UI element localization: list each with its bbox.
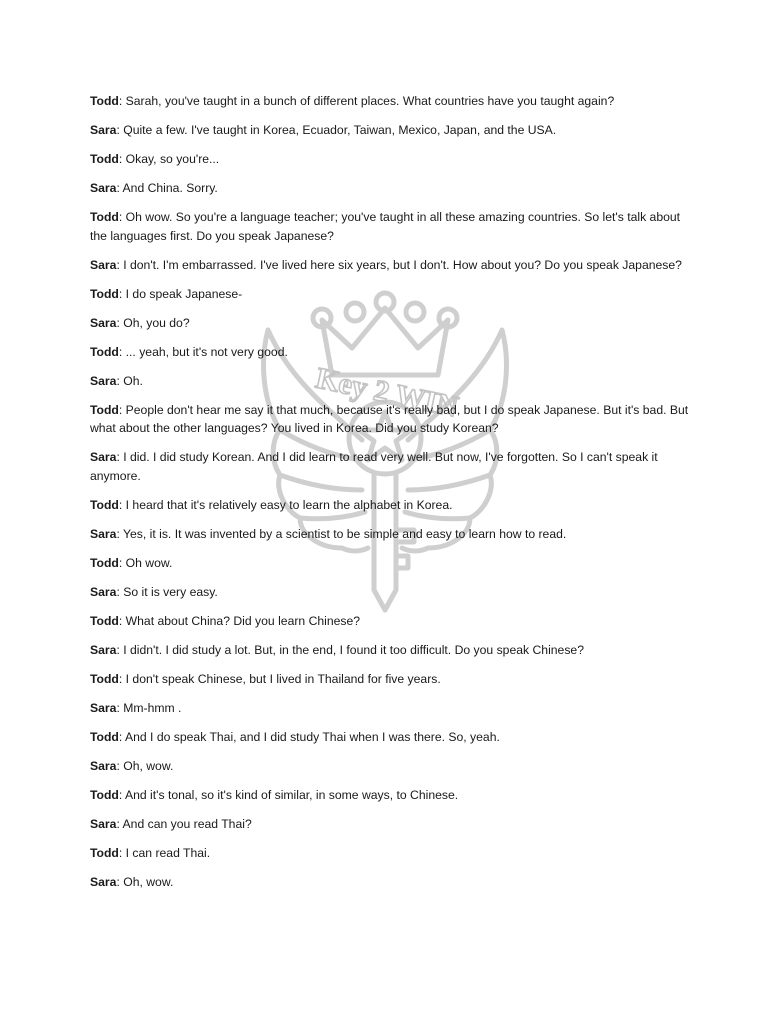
watermark-text: Key 2 WIN xyxy=(312,361,462,424)
dialogue-line xyxy=(90,343,690,362)
dialogue-text: : I can read Thai. xyxy=(118,845,211,860)
dialogue-line xyxy=(90,372,690,391)
dialogue-line xyxy=(90,92,690,111)
dialogue-line xyxy=(90,583,690,602)
dialogue-line xyxy=(90,554,690,573)
dialogue-line xyxy=(90,401,690,438)
speaker-name: Sara xyxy=(90,450,117,464)
dialogue-line xyxy=(90,670,690,689)
dialogue-line xyxy=(90,641,690,660)
dialogue-text: : Quite a few. I've taught in Korea, Ecuador, Taiwan, Mexico, Japan, and the USA. xyxy=(116,123,557,137)
speaker-name: Todd xyxy=(90,671,119,686)
dialogue-line xyxy=(90,525,690,544)
speaker-name: Todd xyxy=(90,152,119,166)
dialogue-line xyxy=(90,208,690,245)
dialogue-text: : I did. I did study Korean. And I did learn to read very well. But now, I've forgotten. So I can't speak it anymore. xyxy=(90,450,658,483)
dialogue-text: : Yes, it is. It was invented by a scientist to be simple and easy to learn how to read. xyxy=(116,526,567,541)
dialogue-text: : So it is very easy. xyxy=(116,584,218,599)
dialogue-line xyxy=(90,179,690,198)
transcript xyxy=(90,92,690,902)
dialogue-text: : I heard that it's relatively easy to learn the alphabet in Korea. xyxy=(118,497,453,512)
dialogue-text: : What about China? Did you learn Chinese? xyxy=(118,613,361,628)
dialogue-text: : And can you read Thai? xyxy=(116,816,252,831)
dialogue-line xyxy=(90,728,690,747)
dialogue-text: : And it's tonal, so it's kind of similar, in some ways, to Chinese. xyxy=(118,787,459,802)
dialogue-text: : I do speak Japanese- xyxy=(118,286,243,301)
speaker-name: Todd xyxy=(90,613,119,628)
speaker-name: Todd xyxy=(90,210,119,224)
dialogue-text: : I don't speak Chinese, but I lived in Thailand for five years. xyxy=(118,671,441,686)
dialogue-line xyxy=(90,699,690,718)
dialogue-text: : Oh, you do? xyxy=(116,315,190,330)
speaker-name: Todd xyxy=(90,344,119,359)
dialogue-text: : Oh. xyxy=(116,373,143,388)
dialogue-line xyxy=(90,873,690,892)
dialogue-line xyxy=(90,612,690,631)
dialogue-text: : And China. Sorry. xyxy=(116,181,218,195)
speaker-name: Sara xyxy=(90,642,117,657)
dialogue-text: : Oh wow. xyxy=(118,555,173,570)
dialogue-line xyxy=(90,256,690,275)
speaker-name: Todd xyxy=(90,497,119,512)
dialogue-line xyxy=(90,844,690,863)
speaker-name: Sara xyxy=(90,700,117,715)
dialogue-line xyxy=(90,448,690,485)
dialogue-text: : People don't hear me say it that much, because it's really bad, but I do speak Japanese. But it's bad. But what about the other languages? You lived in Korea. Did you study Korean? xyxy=(90,402,689,435)
speaker-name: Sara xyxy=(90,758,117,773)
dialogue-text: : And I do speak Thai, and I did study Thai when I was there. So, yeah. xyxy=(118,729,500,744)
dialogue-line xyxy=(90,786,690,805)
speaker-name: Todd xyxy=(90,94,119,108)
dialogue-text: : I didn't. I did study a lot. But, in the end, I found it too difficult. Do you speak Chinese? xyxy=(116,642,584,657)
speaker-name: Sara xyxy=(90,123,117,137)
speaker-name: Sara xyxy=(90,373,117,388)
speaker-name: Sara xyxy=(90,315,117,330)
speaker-name: Todd xyxy=(90,787,119,802)
dialogue-line xyxy=(90,314,690,333)
dialogue-text: : Mm-hmm . xyxy=(116,700,182,715)
dialogue-line xyxy=(90,757,690,776)
dialogue-line xyxy=(90,150,690,169)
speaker-name: Sara xyxy=(90,874,117,889)
dialogue-text: : Oh wow. So you're a language teacher; you've taught in all these amazing countries. So let's talk about the languages first. Do you speak Japanese? xyxy=(90,210,681,243)
dialogue-line xyxy=(90,285,690,304)
speaker-name: Todd xyxy=(90,402,119,417)
speaker-name: Todd xyxy=(90,729,119,744)
dialogue-text: : ... yeah, but it's not very good. xyxy=(118,344,288,359)
speaker-name: Sara xyxy=(90,816,117,831)
dialogue-text: : Oh, wow. xyxy=(116,758,174,773)
speaker-name: Todd xyxy=(90,845,119,860)
dialogue-text: : Oh, wow. xyxy=(116,874,174,889)
dialogue-line xyxy=(90,121,690,140)
dialogue-line xyxy=(90,496,690,515)
speaker-name: Sara xyxy=(90,257,117,272)
dialogue-text: : I don't. I'm embarrassed. I've lived here six years, but I don't. How about you? Do you speak Japanese? xyxy=(116,257,682,272)
speaker-name: Sara xyxy=(90,181,117,195)
speaker-name: Sara xyxy=(90,526,117,541)
speaker-name: Sara xyxy=(90,584,117,599)
dialogue-text: : Okay, so you're... xyxy=(118,152,220,166)
speaker-name: Todd xyxy=(90,286,119,301)
dialogue-line xyxy=(90,815,690,834)
speaker-name: Todd xyxy=(90,555,119,570)
dialogue-text: : Sarah, you've taught in a bunch of different places. What countries have you taught again? xyxy=(118,94,615,108)
